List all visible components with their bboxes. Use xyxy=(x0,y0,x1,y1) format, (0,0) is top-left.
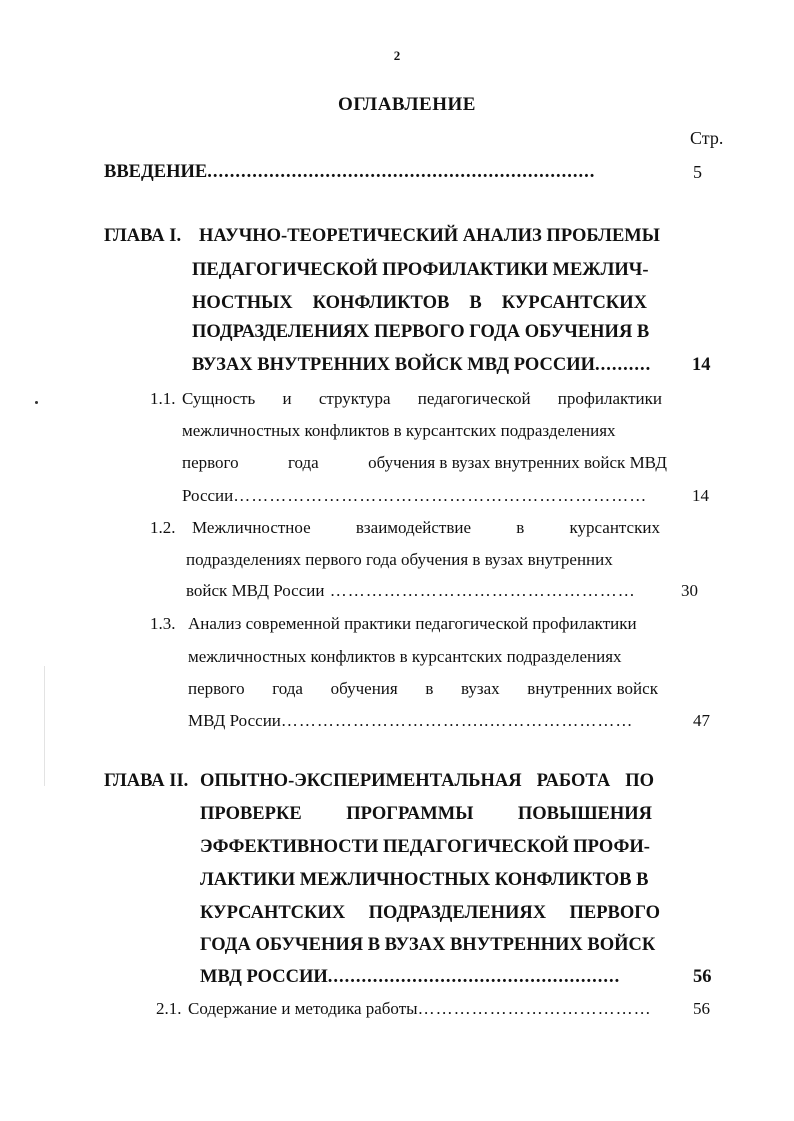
chapter1-line-1[interactable]: НАУЧНО-ТЕОРЕТИЧЕСКИЙ АНАЛИЗ ПРОБЛЕМЫ xyxy=(199,226,660,246)
leader-dots: …………………………………………… xyxy=(324,581,636,600)
chapter2-line-1[interactable] xyxy=(200,771,654,792)
word: взаимодействие xyxy=(355,518,471,537)
word: в xyxy=(516,518,525,537)
word: ОПЫТНО-ЭКСПЕРИМЕНТАЛЬНАЯ xyxy=(200,771,522,791)
section-1-3-line-4[interactable]: МВД России……………………………..…………………… xyxy=(188,711,634,730)
chapter1-line-4: ПОДРАЗДЕЛЕНИЯХ ПЕРВОГО ГОДА ОБУЧЕНИЯ В xyxy=(192,322,650,342)
leader-dots: ..................................................................... xyxy=(207,162,596,182)
word: года xyxy=(287,453,319,472)
word: Сущность xyxy=(182,389,256,408)
chapter1-number: ГЛАВА I. xyxy=(104,226,182,246)
chapter1-page: 14 xyxy=(692,355,711,375)
word: Межличностное xyxy=(192,518,311,537)
leader-dots: .................................................... xyxy=(327,967,621,987)
section-1-3-number: 1.3. xyxy=(150,614,176,633)
word: ПОВЫШЕНИЯ xyxy=(517,804,652,824)
chapter2-line-5[interactable] xyxy=(200,903,660,924)
section-1-2-line-1[interactable] xyxy=(192,518,660,538)
section-1-1-number: 1.1. xyxy=(150,389,176,408)
page-title: ОГЛАВЛЕНИЕ xyxy=(338,94,476,115)
section-1-3-line-1: Анализ современной практики педагогической профилактики xyxy=(188,614,637,633)
word: года xyxy=(272,679,303,698)
word: обучения xyxy=(330,679,398,698)
chapter2-line-6: ГОДА ОБУЧЕНИЯ В ВУЗАХ ВНУТРЕННИХ ВОЙСК xyxy=(200,935,656,955)
scan-speck xyxy=(35,401,38,404)
toc-entry-label: ВВЕДЕНИЕ xyxy=(104,162,208,182)
section-1-3-page: 47 xyxy=(693,711,710,730)
leader-dots: .......... xyxy=(595,355,652,375)
section-1-1-page: 14 xyxy=(692,486,709,505)
section-1-2-number: 1.2. xyxy=(150,518,176,537)
page-column-header: Стр. xyxy=(690,128,724,148)
section-1-1-line-1[interactable] xyxy=(182,389,662,409)
section-2-1-line-1[interactable]: Содержание и методика работы………………………………… xyxy=(188,999,652,1018)
chapter1-line-2[interactable]: ПЕДАГОГИЧЕСКОЙ ПРОФИЛАКТИКИ МЕЖЛИЧ- xyxy=(192,260,649,280)
section-2-1-page: 56 xyxy=(693,999,710,1018)
chapter2-line-2[interactable] xyxy=(200,804,652,825)
word: и xyxy=(282,389,292,408)
word: в xyxy=(425,679,434,698)
section-1-2-line-2: подразделениях первого года обучения в вузах внутренних xyxy=(186,550,613,569)
word: ПОДРАЗДЕЛЕНИЯХ xyxy=(368,903,547,923)
chapter1-line-5[interactable]: ВУЗАХ ВНУТРЕННИХ ВОЙСК МВД РОССИИ.......... xyxy=(192,355,652,375)
section-1-2-line-3[interactable]: войск МВД России …………………………………………… xyxy=(186,581,636,600)
chapter2-number: ГЛАВА II. xyxy=(104,771,189,791)
word: внутренних войск xyxy=(527,679,658,698)
toc-entry-intro[interactable] xyxy=(104,162,595,183)
word: РАБОТА xyxy=(536,771,611,791)
word: КУРСАНТСКИХ xyxy=(501,293,647,313)
section-1-1-line-3[interactable] xyxy=(182,453,667,473)
section-1-3-line-2: межличностных конфликтов в курсантских подразделениях xyxy=(188,647,622,666)
word: ПРОГРАММЫ xyxy=(346,804,474,824)
section-1-3-line-3[interactable] xyxy=(188,679,658,699)
word: ПРОВЕРКЕ xyxy=(200,804,302,824)
word: педагогической xyxy=(417,389,531,408)
chapter2-line-7[interactable]: МВД РОССИИ.................................................... xyxy=(200,967,621,987)
word: обучения в вузах внутренних войск МВД xyxy=(368,453,667,472)
word: вузах xyxy=(460,679,500,698)
leader-dots: ………………………………… xyxy=(417,999,652,1018)
section-2-1-number: 2.1. xyxy=(156,999,182,1018)
word: ПО xyxy=(625,771,654,791)
leader-dots: ……………………………..…………………… xyxy=(280,711,634,730)
word: КУРСАНТСКИХ xyxy=(200,903,346,923)
word: ПЕРВОГО xyxy=(569,903,660,923)
word: профилактики xyxy=(557,389,662,408)
leader-dots: …………………………………………………………… xyxy=(233,486,648,505)
word: курсантских xyxy=(569,518,660,537)
chapter2-line-4: ЛАКТИКИ МЕЖЛИЧНОСТНЫХ КОНФЛИКТОВ В xyxy=(200,870,649,890)
word: КОНФЛИКТОВ xyxy=(312,293,450,313)
chapter2-page: 56 xyxy=(693,967,712,987)
page-number: 2 xyxy=(393,48,401,63)
word: первого xyxy=(182,453,239,472)
section-1-1-line-4[interactable]: России…………………………………………………………… xyxy=(182,486,648,505)
word: структура xyxy=(318,389,391,408)
scan-artifact-line xyxy=(44,666,45,786)
word: НОСТНЫХ xyxy=(192,293,293,313)
toc-entry-page: 5 xyxy=(693,162,702,182)
word: первого xyxy=(188,679,245,698)
chapter2-line-3: ЭФФЕКТИВНОСТИ ПЕДАГОГИЧЕСКОЙ ПРОФИ- xyxy=(200,837,650,857)
section-1-1-line-2: межличностных конфликтов в курсантских подразделениях xyxy=(182,421,616,440)
section-1-2-page: 30 xyxy=(681,581,698,600)
word: В xyxy=(469,293,482,313)
chapter1-line-3[interactable] xyxy=(192,293,647,314)
